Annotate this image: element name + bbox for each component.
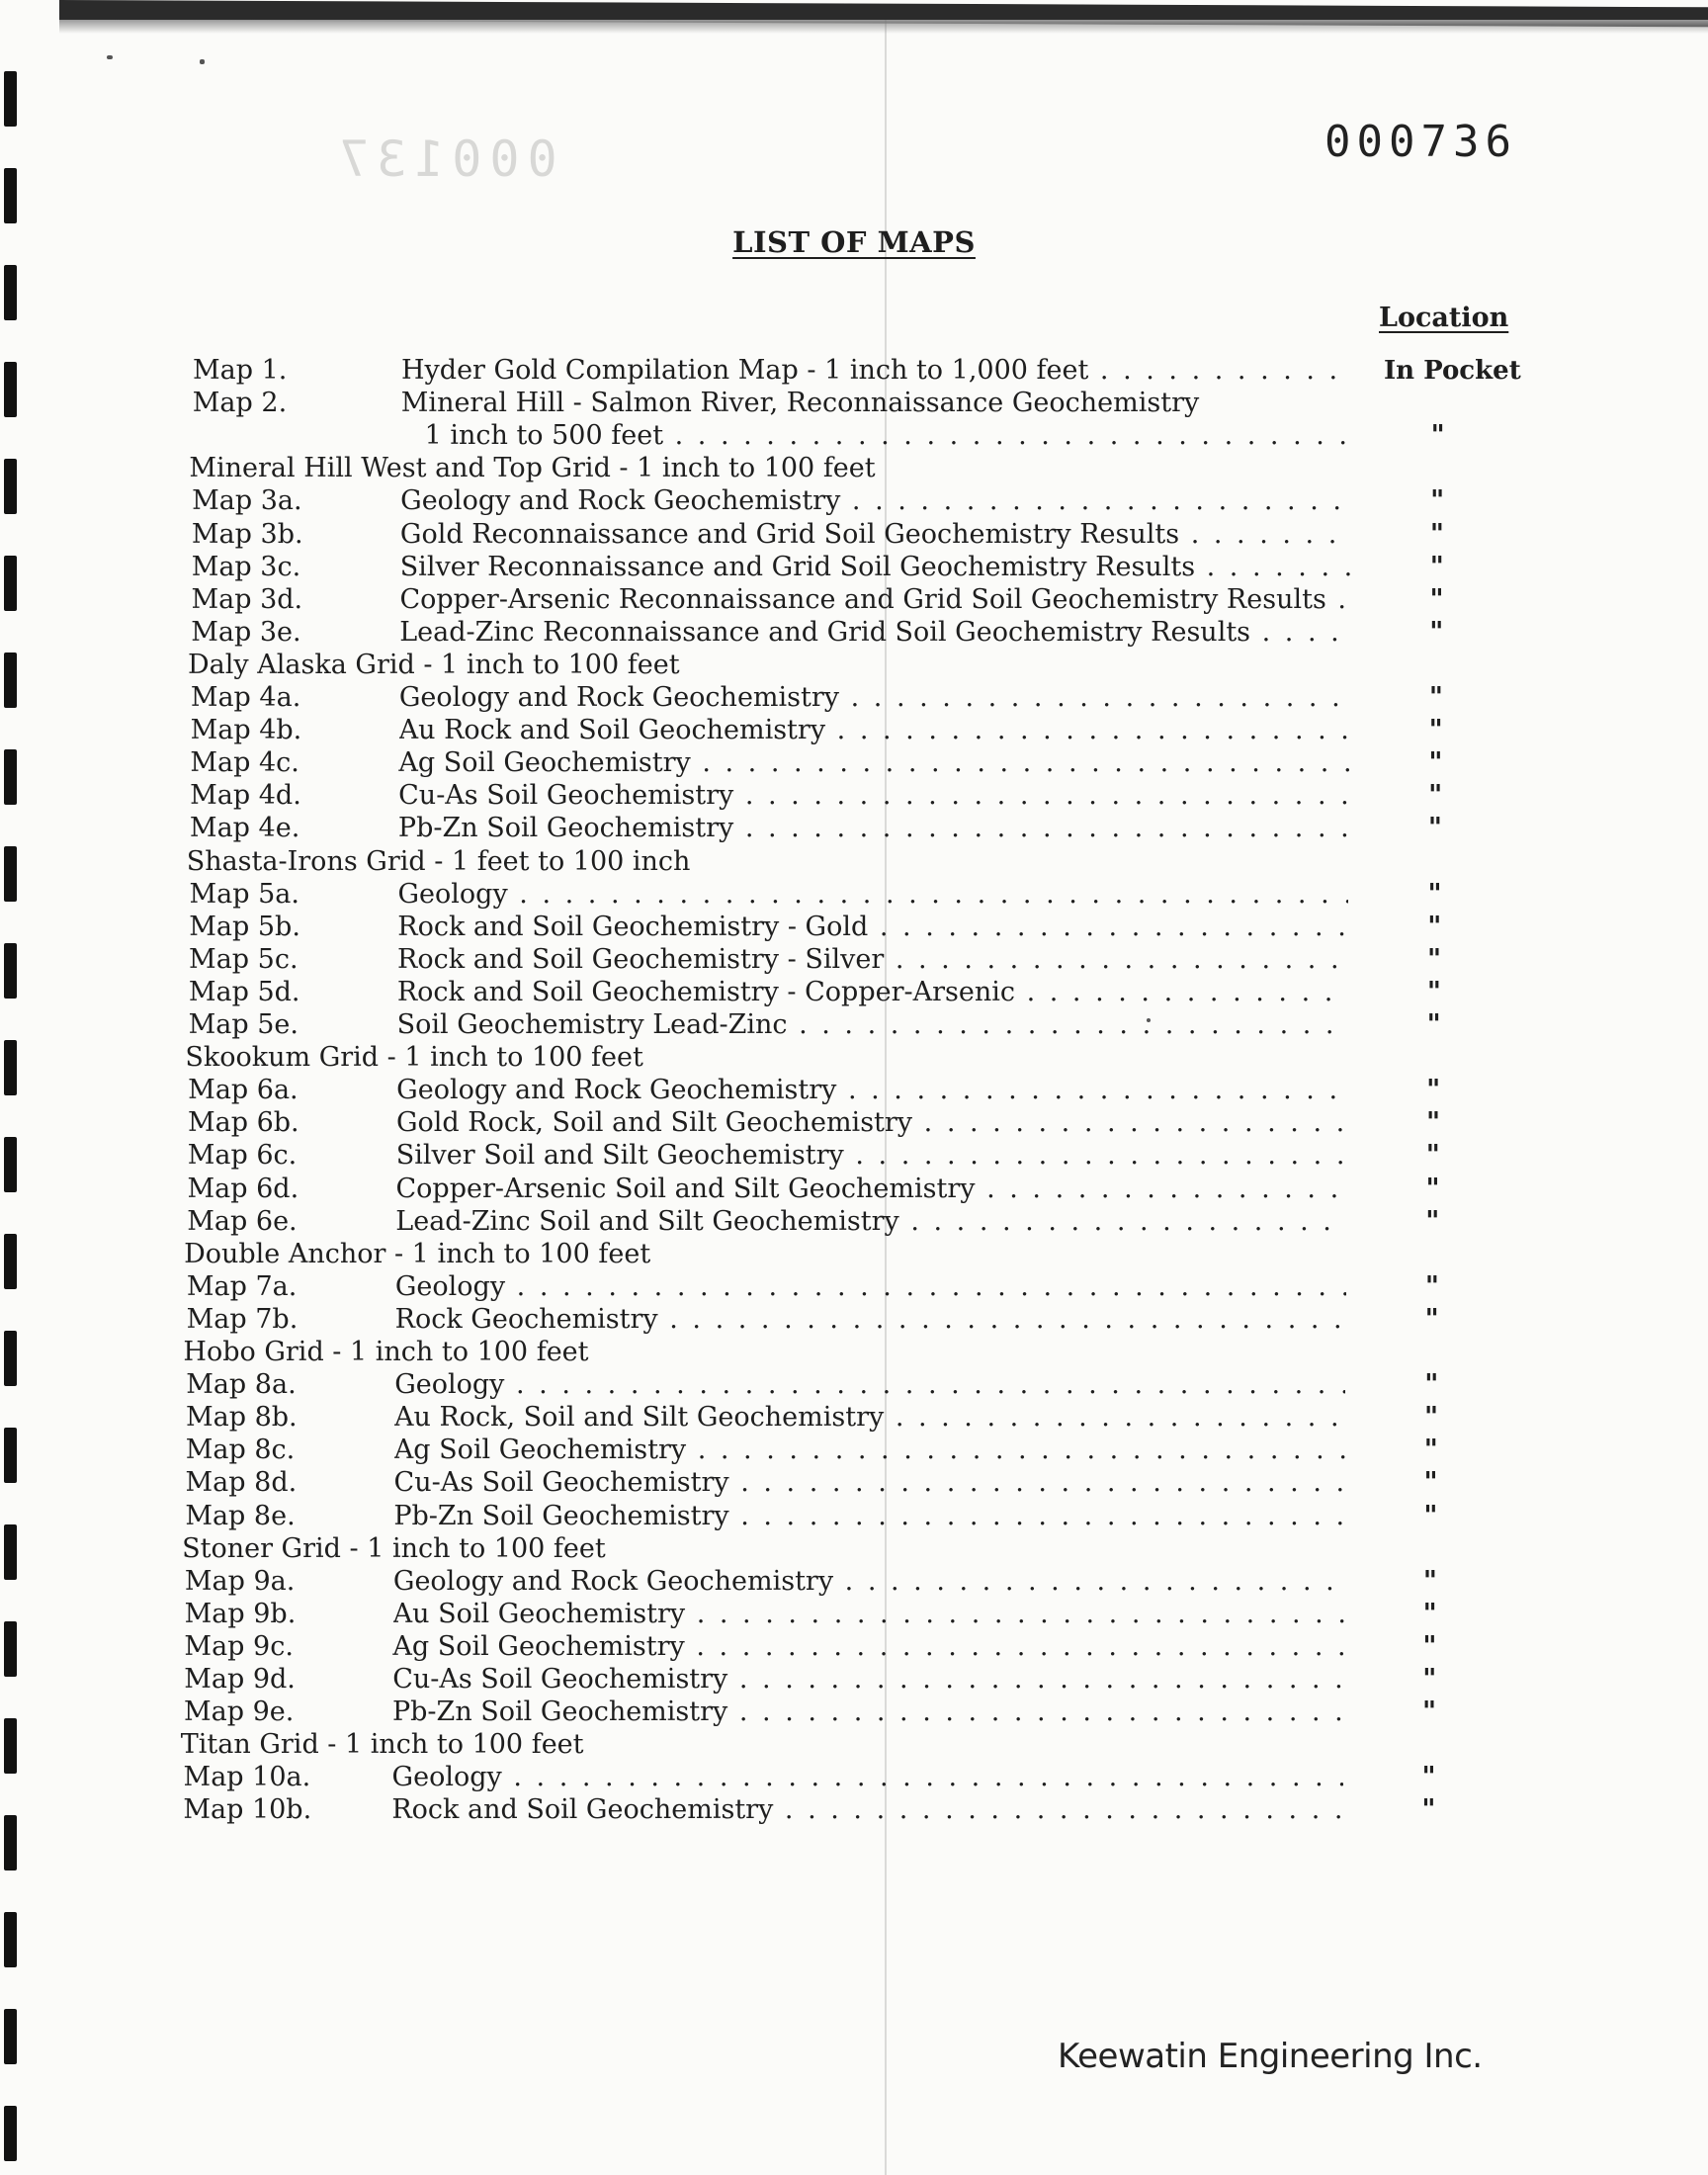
map-entry-row <box>0 911 1704 944</box>
map-label: Map 10a. <box>183 1762 311 1793</box>
map-entry-row <box>0 1270 1702 1304</box>
map-location: " <box>1425 1205 1440 1237</box>
section-heading: Daly Alaska Grid - 1 inch to 100 feet <box>188 649 680 680</box>
map-location: " <box>1428 682 1443 713</box>
map-label: Map 3e. <box>191 616 301 648</box>
map-label: Map 9c. <box>184 1630 294 1662</box>
map-entry-row <box>0 1303 1702 1337</box>
map-location: " <box>1427 911 1442 942</box>
map-label: Map 6b. <box>187 1107 299 1139</box>
map-title: Ag Soil Geochemistry . . . <box>394 1434 1345 1467</box>
map-entry-row <box>0 1074 1703 1107</box>
map-location: " <box>1426 976 1441 1007</box>
map-location: In Pocket <box>1384 356 1521 386</box>
map-entry-row <box>0 387 1708 420</box>
map-entry-row <box>0 1434 1701 1467</box>
map-location: " <box>1423 1435 1438 1466</box>
section-heading-row <box>0 1336 1701 1369</box>
map-entry-row <box>0 1500 1700 1533</box>
map-label: Map 4a. <box>190 682 301 713</box>
map-label: Map 3a. <box>192 485 302 517</box>
map-entry-row <box>0 484 1707 518</box>
map-label: Map 2. <box>192 388 288 419</box>
map-location: " <box>1427 813 1442 844</box>
map-label: Map 3c. <box>191 551 301 582</box>
map-title: Cu-As Soil Geochemistry . . . <box>392 1663 1343 1696</box>
map-title: Gold Rock, Soil and Silt Geochemistry . . . <box>396 1106 1347 1140</box>
map-entry-row <box>0 616 1706 650</box>
map-title: Rock and Soil Geochemistry - Gold . . . <box>397 911 1348 944</box>
map-location: " <box>1428 715 1443 746</box>
map-title: Rock and Soil Geochemistry - Copper-Arsenic . . . <box>397 976 1348 1009</box>
map-entry-row <box>0 1598 1700 1631</box>
map-label: Map 9e. <box>183 1696 295 1728</box>
map-entry-row <box>0 1663 1699 1696</box>
map-title: Geology . . . <box>397 878 1348 912</box>
map-title: Geology . . . <box>394 1368 1345 1402</box>
section-heading-row <box>0 452 1707 485</box>
map-title: Au Rock and Soil Geochemistry . . . <box>399 714 1350 747</box>
map-title: Cu-As Soil Geochemistry . . . <box>398 779 1349 813</box>
section-heading-row <box>0 1728 1699 1762</box>
map-title: Au Soil Geochemistry . . . <box>393 1598 1344 1631</box>
map-label: Map 7b. <box>186 1303 299 1335</box>
map-entry-row <box>0 1106 1703 1140</box>
map-location: " <box>1425 1107 1441 1139</box>
map-entry-row <box>0 1466 1701 1500</box>
map-location: " <box>1429 518 1444 550</box>
section-heading: Titan Grid - 1 inch to 100 feet <box>180 1729 584 1761</box>
map-label: Map 1. <box>193 355 288 386</box>
map-location: " <box>1427 878 1442 910</box>
map-entry-row <box>0 583 1706 617</box>
map-label: Map 3b. <box>191 518 303 550</box>
map-entry-row <box>0 1401 1701 1435</box>
map-label: Map 5b. <box>189 911 300 942</box>
map-entry-row <box>0 714 1706 747</box>
section-heading-row <box>0 1532 1700 1566</box>
map-location: " <box>1427 943 1442 975</box>
section-heading-row <box>0 1238 1702 1271</box>
map-location: " <box>1422 1598 1437 1629</box>
map-entry-row <box>0 419 1708 453</box>
map-entry-row <box>0 1630 1699 1664</box>
map-entry-row <box>0 518 1707 552</box>
map-location: " <box>1430 420 1445 452</box>
map-entry-row <box>0 943 1704 977</box>
map-title: Lead-Zinc Reconnaissance and Grid Soil Geochemistry Results . . . <box>399 616 1350 650</box>
map-title: Silver Reconnaissance and Grid Soil Geochemistry Results . . . <box>400 551 1351 584</box>
map-label: Map 8a. <box>186 1369 297 1401</box>
map-entry-row <box>0 1565 1700 1599</box>
map-title: Hyder Gold Compilation Map - 1 inch to 1,000 feet . . . <box>401 354 1352 388</box>
map-title: Pb-Zn Soil Geochemistry . . . <box>398 812 1349 845</box>
map-location: " <box>1426 1009 1441 1040</box>
map-location: " <box>1426 1075 1441 1106</box>
map-title: Lead-Zinc Soil and Silt Geochemistry . . . <box>395 1205 1346 1239</box>
map-location: " <box>1429 616 1444 648</box>
scan-speck <box>200 59 205 64</box>
map-title: Geology . . . <box>392 1761 1343 1794</box>
map-title: Cu-As Soil Geochemistry . . . <box>394 1466 1345 1500</box>
map-label: Map 3d. <box>191 583 303 615</box>
map-location: " <box>1423 1500 1438 1531</box>
map-entry-row <box>0 354 1708 388</box>
map-location: " <box>1423 1402 1439 1434</box>
map-label: Map 7a. <box>186 1270 298 1302</box>
map-entry-row <box>0 1205 1702 1239</box>
map-location: " <box>1424 1270 1439 1302</box>
ghost-page-number: 000137 <box>331 130 557 188</box>
company-footer: Keewatin Engineering Inc. <box>1058 2037 1483 2076</box>
map-location: " <box>1424 1369 1439 1401</box>
map-entry-row <box>0 746 1705 780</box>
section-heading-row <box>0 845 1705 879</box>
map-entry-row <box>0 681 1706 715</box>
map-entry-row <box>0 551 1707 584</box>
map-label: Map 6a. <box>188 1075 299 1106</box>
map-entry-row <box>0 1173 1703 1206</box>
map-entry-row <box>0 779 1705 813</box>
map-title: Geology and Rock Geochemistry . . . <box>396 1074 1347 1107</box>
map-location: " <box>1421 1794 1436 1826</box>
map-title: Copper-Arsenic Soil and Silt Geochemistry . . . <box>396 1173 1347 1206</box>
map-title: Ag Soil Geochemistry . . . <box>398 746 1349 780</box>
map-location: " <box>1424 1303 1439 1335</box>
section-heading-row <box>0 649 1706 682</box>
map-label: Map 4e. <box>189 813 300 844</box>
map-location: " <box>1425 1173 1440 1204</box>
map-title: Rock Geochemistry . . . <box>395 1303 1346 1337</box>
map-title: Geology and Rock Geochemistry . . . <box>399 681 1350 715</box>
map-label: Map 10b. <box>183 1794 312 1826</box>
map-entry-row <box>0 1761 1699 1794</box>
map-location: " <box>1422 1565 1437 1597</box>
location-column-header: Location <box>1379 303 1509 333</box>
map-label: Map 9a. <box>184 1565 296 1597</box>
scan-speck <box>107 55 113 59</box>
map-title: Gold Reconnaissance and Grid Soil Geochemistry Results . . . <box>400 518 1351 552</box>
section-heading: Mineral Hill West and Top Grid - 1 inch to 100 feet <box>189 453 876 484</box>
map-entry-row <box>0 878 1704 912</box>
map-title: Rock and Soil Geochemistry - Silver . . . <box>397 943 1348 977</box>
section-heading: Shasta-Irons Grid - 1 feet to 100 inch <box>186 845 691 877</box>
map-location: " <box>1429 551 1444 582</box>
map-label: Map 5c. <box>189 943 299 975</box>
map-entry-row <box>0 812 1705 845</box>
map-entry-row <box>0 1139 1703 1173</box>
page-title-text: LIST OF MAPS <box>732 225 976 259</box>
map-label: Map 4d. <box>190 780 301 812</box>
map-title: Pb-Zn Soil Geochemistry . . . <box>392 1696 1343 1729</box>
map-label: Map 8b. <box>185 1402 298 1434</box>
map-title: Au Rock, Soil and Silt Geochemistry . . . <box>394 1401 1345 1435</box>
map-title: Mineral Hill - Salmon River, Reconnaissance Geochemistry <box>400 388 1200 419</box>
map-location: " <box>1430 485 1445 517</box>
map-title: 1 inch to 500 feet . . . <box>425 419 1352 453</box>
scan-speck <box>1147 1018 1151 1022</box>
map-location: " <box>1423 1467 1438 1499</box>
map-label: Map 5d. <box>188 976 300 1007</box>
map-location: " <box>1429 583 1444 615</box>
map-label: Map 9b. <box>184 1598 297 1629</box>
section-heading: Stoner Grid - 1 inch to 100 feet <box>182 1532 606 1564</box>
map-title: Pb-Zn Soil Geochemistry . . . <box>393 1500 1344 1533</box>
map-entry-row <box>0 976 1704 1009</box>
map-entry-row <box>0 1008 1704 1042</box>
map-location: " <box>1428 747 1443 779</box>
map-title: Geology and Rock Geochemistry . . . <box>393 1565 1344 1599</box>
map-label: Map 8d. <box>185 1467 298 1499</box>
page-number-stamp: 000736 <box>1324 117 1517 167</box>
map-location: " <box>1421 1762 1436 1793</box>
section-heading: Skookum Grid - 1 inch to 100 feet <box>185 1042 643 1074</box>
map-label: Map 9d. <box>184 1664 296 1695</box>
map-location: " <box>1422 1664 1437 1695</box>
map-entry-row <box>0 1368 1701 1402</box>
map-label: Map 6d. <box>187 1173 299 1204</box>
section-heading-row <box>0 1041 1703 1075</box>
map-title: Ag Soil Geochemistry . . . <box>392 1630 1343 1664</box>
map-title: Copper-Arsenic Reconnaissance and Grid Soil Geochemistry Results . . . <box>399 583 1350 617</box>
map-label: Map 8c. <box>185 1435 296 1466</box>
map-title: Geology and Rock Geochemistry . . . <box>400 484 1351 518</box>
map-entry-row <box>0 1696 1699 1729</box>
map-title: Soil Geochemistry Lead-Zinc . . . <box>397 1008 1348 1042</box>
map-title: Geology . . . <box>395 1270 1346 1304</box>
map-location: " <box>1428 780 1443 812</box>
map-title: Rock and Soil Geochemistry . . . <box>391 1793 1342 1827</box>
map-title: Silver Soil and Silt Geochemistry . . . <box>396 1139 1347 1173</box>
section-heading: Double Anchor - 1 inch to 100 feet <box>184 1238 651 1269</box>
map-location: " <box>1422 1630 1437 1662</box>
map-label: Map 6c. <box>187 1140 298 1172</box>
map-location: " <box>1421 1696 1437 1728</box>
section-heading: Hobo Grid - 1 inch to 100 feet <box>183 1337 589 1367</box>
map-label: Map 6e. <box>187 1205 298 1237</box>
map-label: Map 4b. <box>190 715 302 746</box>
map-location: " <box>1425 1140 1440 1172</box>
map-label: Map 4c. <box>190 747 299 779</box>
map-entry-row <box>0 1793 1698 1827</box>
map-label: Map 8e. <box>185 1500 296 1531</box>
map-label: Map 5e. <box>188 1009 299 1040</box>
map-label: Map 5a. <box>189 878 299 910</box>
